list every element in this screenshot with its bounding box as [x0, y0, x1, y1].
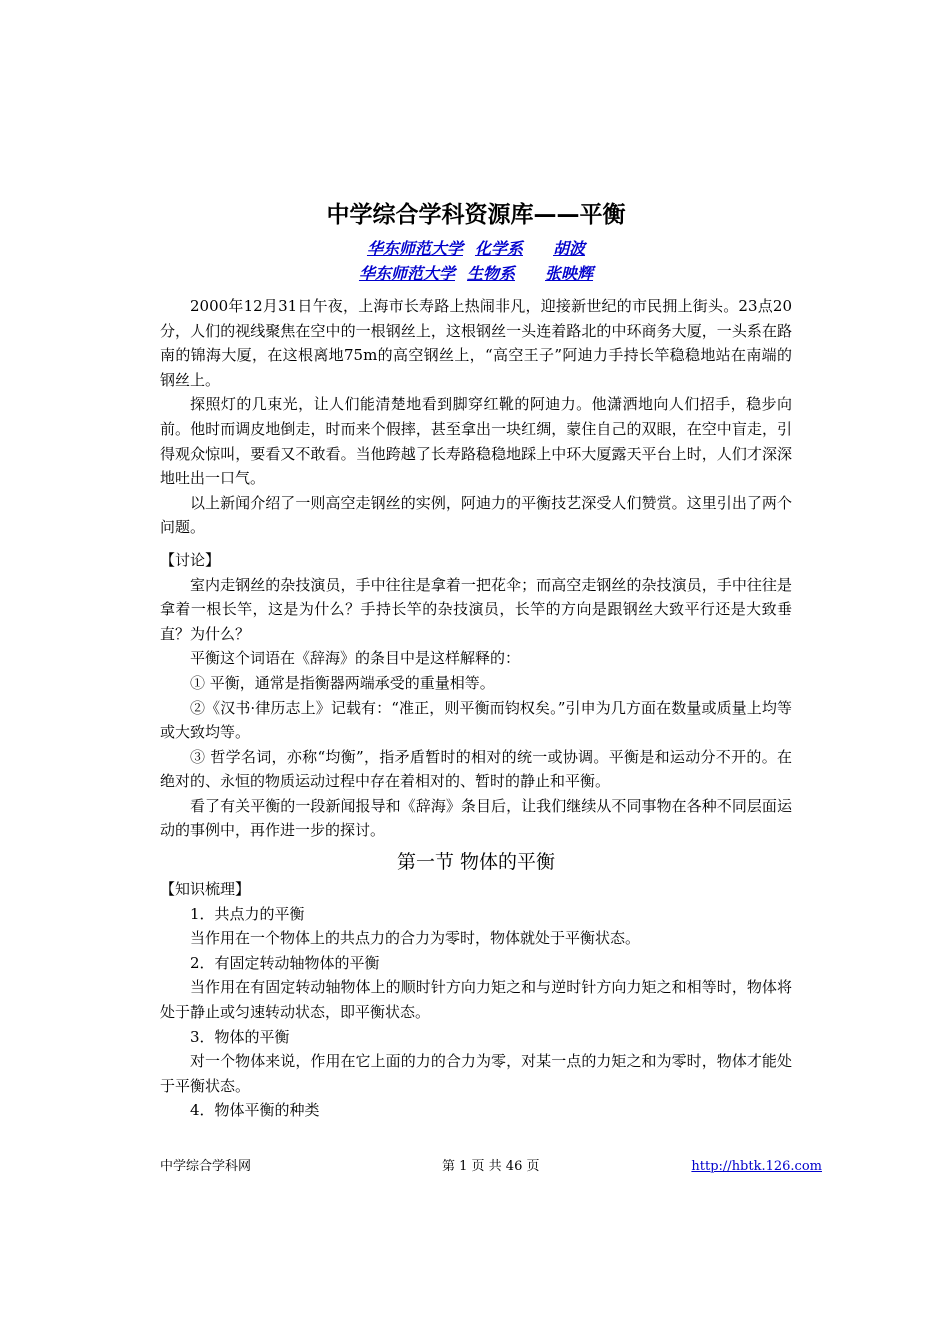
footer-site-name: 中学综合学科网: [160, 1159, 252, 1174]
intro-paragraph-2: 探照灯的几束光，让人们能清楚地看到脚穿红靴的阿迪力。他潇洒地向人们招手，稳步向前。他时而调皮地倒走，时而来个假摔，甚至拿出一块红绸，蒙住自己的双眼，在空中盲走，引得观众惊叫，要看又不敢看。当他跨越了长寿路稳稳地踩上中环大厦露天平台上时，人们才深深地吐出一口气。: [160, 395, 792, 488]
author-department[interactable]: 生物系: [466, 264, 515, 283]
section-title: 第一节 物体的平衡: [396, 851, 556, 874]
discussion-paragraph-2: 平衡这个词语在《辞海》的条目中是这样解释的：: [190, 649, 521, 668]
document-title: 中学综合学科资源库——平衡: [326, 202, 626, 228]
author-line-2[interactable]: [160, 261, 792, 284]
knowledge-item-5: 3．物体的平衡: [190, 1027, 290, 1046]
knowledge-item-4: 当作用在有固定转动轴物体上的顺时针方向力矩之和与逆时针方向力矩之和相等时，物体将处于静止或匀速转动状态，即平衡状态。: [160, 978, 792, 1022]
discussion-paragraph-6: 看了有关平衡的一段新闻报导和《辞海》条目后，让我们继续从不同事物在各种不同层面运动的事例中，再作进一步的探讨。: [160, 796, 792, 840]
discussion-paragraph-1: 室内走钢丝的杂技演员，手中往往是拿着一把花伞；而高空走钢丝的杂技演员，手中往往是拿着一根长竿，这是为什么？手持长竿的杂技演员，长竿的方向是跟钢丝大致平行还是大致垂直？为什么？: [160, 575, 792, 643]
discussion-heading: 【讨论】: [160, 550, 221, 569]
author-university[interactable]: 华东师范大学: [358, 264, 455, 283]
discussion-paragraph-3: ① 平衡，通常是指衡器两端承受的重量相等。: [190, 673, 495, 692]
intro-paragraph-1: 2000年12月31日午夜，上海市长寿路上热闹非凡，迎接新世纪的市民拥上街头。23点20分，人们的视线聚焦在空中的一根钢丝上，这根钢丝一头连着路北的中环商务大厦，一头系在路南的锦海大厦，在这根离地75m的高空钢丝上，“高空王子”阿迪力手持长竿稳稳地站在南端的钢丝上。: [160, 297, 792, 389]
intro-paragraph-3: 以上新闻介绍了一则高空走钢丝的实例，阿迪力的平衡技艺深受人们赞赏。这里引出了两个问题。: [160, 493, 792, 537]
footer-page-number: 第 1 页 共 46 页: [442, 1159, 540, 1174]
author-university[interactable]: 华东师范大学: [366, 239, 463, 258]
footer-link[interactable]: http://hbtk.126.com: [691, 1159, 822, 1174]
author-name[interactable]: 胡波: [553, 239, 586, 258]
knowledge-item-3: 2．有固定转动轴物体的平衡: [190, 953, 380, 972]
knowledge-item-6: 对一个物体来说，作用在它上面的力的合力为零，对某一点的力矩之和为零时，物体才能处于平衡状态。: [160, 1052, 792, 1095]
document-body: [160, 294, 792, 1123]
author-line-1[interactable]: [160, 236, 792, 259]
discussion-paragraph-5: ③ 哲学名词，亦称“均衡”，指矛盾暂时的相对的统一或协调。平衡是和运动分不开的。在绝对的、永恒的物质运动过程中存在着相对的、暂时的静止和平衡。: [160, 747, 792, 791]
knowledge-item-1: 1．共点力的平衡: [190, 904, 305, 923]
knowledge-heading: 【知识梳理】: [160, 880, 251, 899]
author-name[interactable]: 张映辉: [545, 264, 594, 283]
knowledge-item-7: 4．物体平衡的种类: [190, 1101, 320, 1120]
author-department[interactable]: 化学系: [474, 239, 523, 258]
knowledge-item-2: 当作用在一个物体上的共点力的合力为零时，物体就处于平衡状态。: [190, 929, 641, 948]
discussion-paragraph-4: ②《汉书·律历志上》记载有：“准正，则平衡而钧权矣。”引申为几方面在数量或质量上均等或大致均等。: [160, 698, 792, 742]
